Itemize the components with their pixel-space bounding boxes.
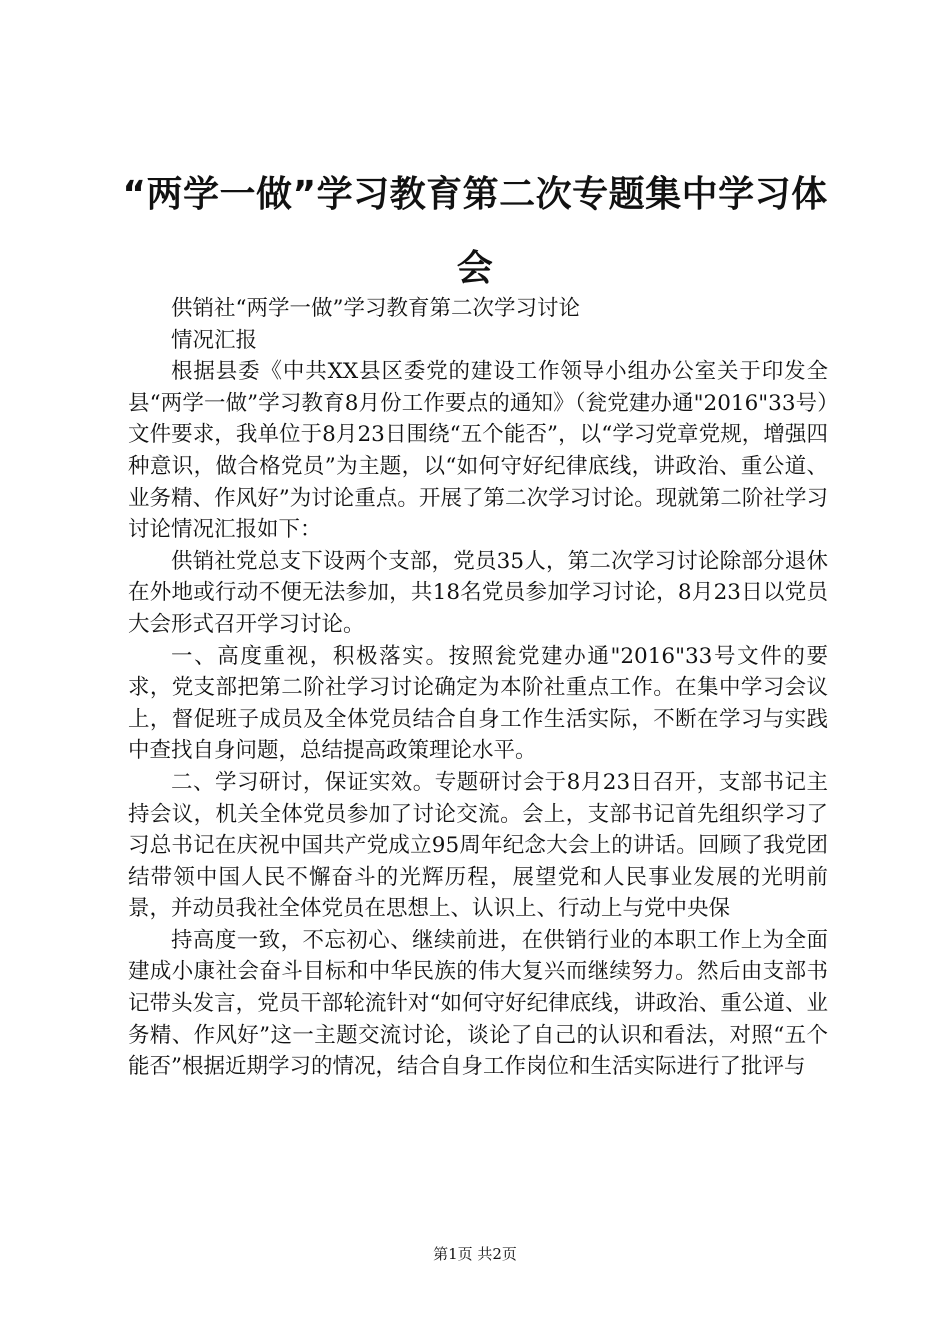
body-paragraph: 根据县委《中共XX县区委党的建设工作领导小组办公室关于印发全县“两学一做”学习教育8月份工作要点的通知》（瓮党建办通"2016"33号）文件要求，我单位于8月23日围绕“五个能否”，以“学习党章党规，增强四种意识，做合格党员”为主题，以“如何守好纪律底线，讲政治、重公道、业务精、作风好”为讨论重点。开展了第二次学习讨论。现就第二阶社学习讨论情况汇报如下： <box>128 359 828 543</box>
body-paragraph: 供销社“两学一做”学习教育第二次学习讨论 <box>171 296 580 321</box>
body-paragraph: 情况汇报 <box>171 327 258 353</box>
document-title: “两学一做”学习教育第二次专题集中学习体会 <box>122 174 828 289</box>
body-paragraph: 一、高度重视，积极落实。按照瓮党建办通"2016"33号文件的要求，党支部把第二阶社学习讨论确定为本阶社重点工作。在集中学习会议上，督促班子成员及全体党员结合自身工作生活实际，不断在学习与实践中查找自身问题，总结提高政策理论水平。 <box>128 643 828 764</box>
document-body <box>128 293 828 1083</box>
body-paragraph: 持高度一致，不忘初心、继续前进，在供销行业的本职工作上为全面建成小康社会奋斗目标和中华民族的伟大复兴而继续努力。然后由支部书记带头发言，党员干部轮流针对“如何守好纪律底线，讲政治、重公道、业务精、作风好”这一主题交流讨论，谈论了自己的认识和看法，对照“五个能否”根据近期学习的情况，结合自身工作岗位和生活实际进行了批评与 <box>128 927 828 1080</box>
page-footer: 第1页 共2页 <box>433 1245 517 1263</box>
body-paragraph: 供销社党总支下设两个支部，党员35人，第二次学习讨论除部分退休在外地或行动不便无法参加，共18名党员参加学习讨论，8月23日以党员大会形式召开学习讨论。 <box>128 548 828 637</box>
body-paragraph: 二、学习研讨，保证实效。专题研讨会于8月23日召开，支部书记主持会议，机关全体党员参加了讨论交流。会上，支部书记首先组织学习了习总书记在庆祝中国共产党成立95周年纪念大会上的讲话。回顾了我党团结带领中国人民不懈奋斗的光辉历程，展望党和人民事业发展的光明前景，并动员我社全体党员在思想上、认识上、行动上与党中央保 <box>128 769 828 922</box>
